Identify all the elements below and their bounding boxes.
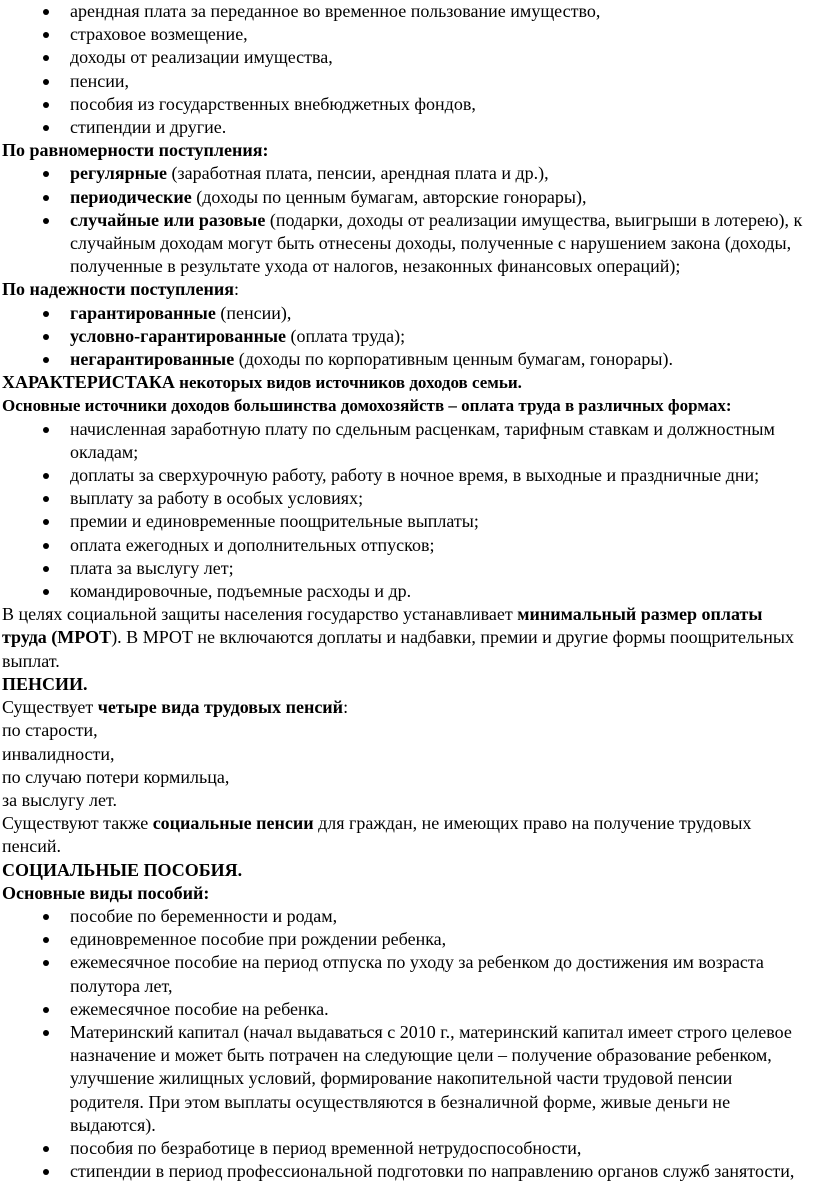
heading-income-sources: Основные источники доходов большинства домохозяйств – оплата труда в различных формах: xyxy=(2,396,732,416)
social-pension-paragraph: Существуют также социальные пенсии для граждан, не имеющих право на получение трудовых пенсий. xyxy=(2,813,752,857)
pension-type: по случаю потери кормильца, xyxy=(2,766,230,787)
benefits-list xyxy=(2,905,810,1183)
list-item: единовременное пособие при рождении ребенка, xyxy=(70,928,810,951)
heading-pensions: ПЕНСИИ. xyxy=(2,673,88,694)
heading-regularity: По равномерности поступления: xyxy=(2,140,269,161)
regularity-list xyxy=(2,162,810,278)
list-item: стипендии в период профессиональной подготовки по направлению органов служб занятости, xyxy=(70,1160,810,1183)
mrot-paragraph: В целях социальной защиты населения государство устанавливает минимальный размер оплаты труда (МРОТ). В МРОТ не включаются доплаты и надбавки, премии и другие формы поощрительных выплат. xyxy=(2,604,794,671)
list-item: страховое возмещение, xyxy=(70,23,810,46)
list-item: регулярные (заработная плата, пенсии, арендная плата и др.), xyxy=(70,162,810,185)
list-item: командировочные, подъемные расходы и др. xyxy=(70,580,810,603)
list-item: начисленная заработную плату по сдельным расценкам, тарифным ставкам и должностным окладам; xyxy=(70,418,810,464)
heading-social-benefits: СОЦИАЛЬНЫЕ ПОСОБИЯ. xyxy=(2,859,243,880)
pensions-intro: Существует четыре вида трудовых пенсий: xyxy=(2,697,349,718)
list-item: пособие по беременности и родам, xyxy=(70,905,810,928)
pension-type: инвалидности, xyxy=(2,743,115,764)
list-item: премии и единовременные поощрительные выплаты; xyxy=(70,510,810,533)
list-item: ежемесячное пособие на ребенка. xyxy=(70,998,810,1021)
pension-type: по старости, xyxy=(2,720,98,741)
labor-list xyxy=(2,418,810,604)
list-item: условно-гарантированные (оплата труда); xyxy=(70,325,810,348)
list-item: ежемесячное пособие на период отпуска по уходу за ребенком до достижения им возраста полутора лет, xyxy=(70,951,810,997)
list-item: негарантированные (доходы по корпоративным ценным бумагам, гонорары). xyxy=(70,348,810,371)
list-item: стипендии и другие. xyxy=(70,116,810,139)
list-item: Материнский капитал (начал выдаваться с 2010 г., материнский капитал имеет строго целевое назначение и может быть потрачен на следующие цели – получение образование ребенком, улучшение жилищных условий, формирование накопительной части трудовой пенсии родителя. При этом выплаты осуществляются в безналичной форме, живые деньги не выдаются). xyxy=(70,1021,810,1137)
list-item: пособия по безработице в период временной нетрудоспособности, xyxy=(70,1137,810,1160)
list-item: гарантированные (пенсии), xyxy=(70,302,810,325)
reliability-list xyxy=(2,302,810,372)
heading-characteristics: ХАРАКТЕРИСТАКА некоторых видов источников доходов семьи. xyxy=(2,372,522,393)
heading-reliability: По надежности поступления: xyxy=(2,279,240,300)
list-item: периодические (доходы по ценным бумагам, авторские гонорары), xyxy=(70,186,810,209)
list-item: оплата ежегодных и дополнительных отпусков; xyxy=(70,534,810,557)
heading-benefit-types: Основные виды пособий: xyxy=(2,882,210,903)
list-item: арендная плата за переданное во временное пользование имущество, xyxy=(70,0,810,23)
list-item: плата за выслугу лет; xyxy=(70,557,810,580)
list-item: пособия из государственных внебюджетных фондов, xyxy=(70,93,810,116)
pension-type: за выслугу лет. xyxy=(2,789,118,810)
income-list xyxy=(2,0,810,139)
list-item: доплаты за сверхурочную работу, работу в ночное время, в выходные и праздничные дни; xyxy=(70,464,810,487)
list-item: доходы от реализации имущества, xyxy=(70,46,810,69)
list-item: пенсии, xyxy=(70,70,810,93)
list-item: случайные или разовые (подарки, доходы от реализации имущества, выигрыши в лотерею), к случайным доходам могут быть отнесены доходы, полученные с нарушением закона (доходы, полученные в результате ухода от налогов, незаконных финансовых операций); xyxy=(70,209,810,279)
list-item: выплату за работу в особых условиях; xyxy=(70,487,810,510)
